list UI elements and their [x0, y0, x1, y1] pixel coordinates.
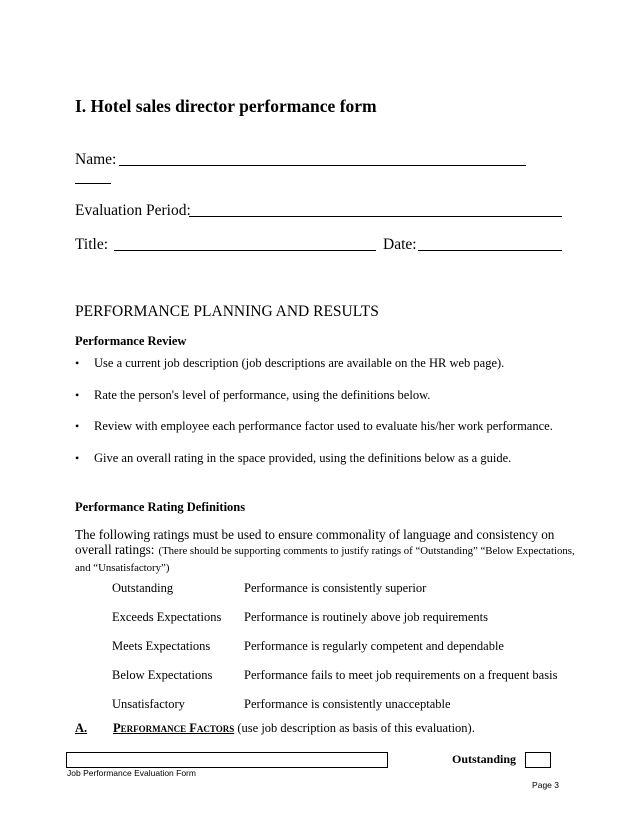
intro-main-text: The following ratings must be used to ensure commonality of language and consistency on overall ratings: [75, 527, 555, 557]
rating-name: Below Expectations [112, 668, 213, 682]
factor-note: (use job description as basis of this evaluation). [237, 721, 475, 735]
title-label: Title: [75, 236, 109, 253]
list-item: • Review with employee each performance factor used to evaluate his/her work performance. [75, 419, 553, 433]
factor-cell[interactable] [66, 752, 388, 768]
list-item: • Rate the person's level of performance, using the definitions below. [75, 387, 431, 402]
rating-definition: Performance is consistently superior [244, 581, 427, 595]
rating-name: Exceeds Expectations [112, 610, 222, 624]
section-heading: PERFORMANCE PLANNING AND RESULTS [75, 303, 379, 320]
title-underline[interactable] [114, 250, 376, 251]
performance-factors-line [75, 721, 475, 736]
rating-name: Unsatisfactory [112, 697, 185, 711]
performance-review-heading: Performance Review [75, 334, 187, 348]
bullet-icon: • [75, 387, 80, 402]
intro-note-text: (There should be supporting comments to justify ratings of “Outstanding” “Below Expectations, and “Unsatisfactory”) [75, 545, 575, 574]
table-header-outstanding: Outstanding [452, 752, 517, 766]
bullet-icon: • [75, 419, 80, 433]
rating-name: Outstanding [112, 581, 174, 595]
name-label: Name: [75, 151, 117, 168]
performance-review-list [75, 356, 575, 482]
list-item: • Give an overall rating in the space provided, using the definitions below as a guide. [75, 450, 512, 465]
factor-title: Performance Factors [113, 721, 235, 735]
date-underline[interactable] [418, 250, 562, 251]
factor-letter: A. [75, 721, 88, 735]
evaluation-period-label: Evaluation Period: [75, 202, 191, 219]
document-title: I. Hotel sales director performance form [75, 96, 377, 116]
rating-definitions-heading: Performance Rating Definitions [75, 500, 246, 514]
list-item: • Use a current job description (job descriptions are available on the HR web page). [75, 356, 505, 370]
bullet-icon: • [75, 450, 80, 465]
evaluation-period-underline[interactable] [189, 216, 562, 217]
rating-definitions-intro [75, 527, 575, 576]
rating-checkbox[interactable] [525, 752, 551, 768]
table-header-row [66, 752, 550, 767]
rating-definition: Performance is regularly competent and dependable [244, 639, 504, 653]
rating-definition: Performance is routinely above job requirements [244, 610, 489, 624]
footer-page-number: Page 3 [532, 780, 559, 790]
name-underline-continued[interactable] [75, 183, 111, 184]
date-label: Date: [383, 236, 417, 253]
rating-name: Meets Expectations [112, 639, 211, 653]
rating-definition: Performance fails to meet job requirements on a frequent basis [244, 668, 558, 682]
bullet-icon: • [75, 356, 80, 370]
name-underline[interactable] [119, 165, 526, 166]
rating-definition: Performance is consistently unacceptable [244, 697, 451, 711]
footer-form-name: Job Performance Evaluation Form [67, 768, 196, 778]
